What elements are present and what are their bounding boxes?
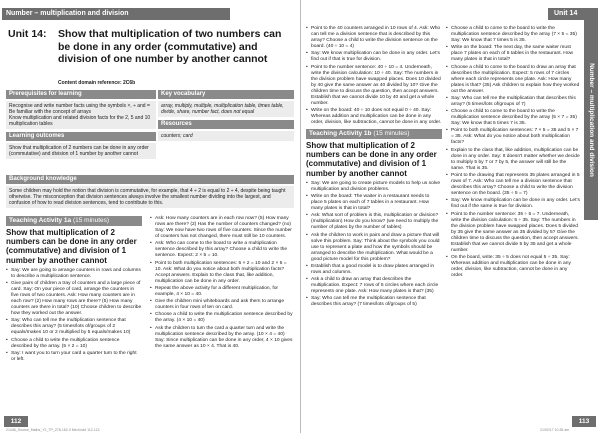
- page-number-left: 112: [4, 416, 28, 427]
- activity-1b-title: Show that multiplication of 2 numbers can be done in any order (commutative) and division of 1 number by another cannot: [306, 140, 437, 178]
- list-item: • Point to the 40 counters arranged in 10 rows of 4. Ask: Who can tell me a division sentence that is described by this array? Choose a child to write the division sentence on the board. (40 ÷ 10 = 4): [306, 26, 442, 50]
- background-section: [6, 175, 294, 211]
- prereq-box: [6, 101, 156, 129]
- list-item: • Write on the board: The waiter in a restaurant needs to place 5 plates on each of 7 tables in a restaurant. How many plates is that in total?: [306, 194, 442, 212]
- activity-1a-list: [6, 268, 142, 363]
- list-item: • Choose a child to come to the board to write the multiplication sentence described by the array (7 × 5 = 35) Say: We know that 7 times 5 is 35.: [446, 26, 580, 44]
- list-item: • Ask the children to work in pairs and draw a picture that will solve this problem. Say: Think about the symbols you could use to represent a plate and how the symbols should be arranged to describe the multiplication. What would be a good picture model for this problem?: [306, 233, 442, 263]
- side-tab: [584, 20, 598, 220]
- list-item: • Ask: How many counters are in each row now? (5) How many rows are there? (2) Has the number of counters changed? (no) Say: We now have two rows of five counters. Since the number of counters has not changed, there must still be 10 counters.: [150, 216, 294, 240]
- page-number-right: 113: [572, 416, 596, 427]
- right-column-1: [306, 26, 442, 310]
- activity-1a-duration: (15 minutes): [72, 217, 110, 224]
- list-item: • Say: We know multiplication can be done in any order. Let's find out if that is true for division.: [306, 51, 442, 63]
- side-tab-label: Number – multiplication and division: [588, 63, 595, 177]
- list-item: • Ask: Who can come to the board to write a multiplication sentence described by this array? Choose a child to write the sentence. Expect: 2 × 5 = 10.: [150, 241, 294, 259]
- unit-banner: Unit 14: [548, 8, 598, 20]
- prereq-item: Be familiar with the concept of arrays: [9, 109, 91, 115]
- resources-text: counters; card: [158, 131, 294, 141]
- print-slug-right: 21/02/17 10:35 am: [540, 428, 570, 432]
- list-item: • Repeat the above activity for a different multiplication, for example, 4 × 10 = 40.: [150, 286, 294, 298]
- list-item: • Choose a child to come to the board to draw an array that describes the multiplication. Expect: 5 rows of 7 circles where each circle represents one plate. Ask: How many plates is that? (35) Ask children to explain how they worked out the answer.: [446, 65, 580, 95]
- background-heading: Background knowledge: [6, 175, 294, 184]
- activity-1b-list-cont: [446, 26, 580, 279]
- unit-title-text: Show that multiplication of two numbers can be done in any order (commutative) and division of one number by another cannot: [58, 28, 282, 65]
- list-item: • Point to both multiplication sentences: 7 × 5 = 35 and 5 × 7 = 35. Ask: What do you notice about both multiplication facts?: [446, 128, 580, 146]
- list-item: • Write on the board: 40 ÷ 10 does not equal 0 ÷ 40. Say: Whereas addition and multiplication can be done in any order, division, like subtraction, cannot be done in any order.: [306, 108, 442, 126]
- list-item: • Say: Who can tell me the multiplication that describes this array? (5 times/lots of/groups of 7): [446, 96, 580, 108]
- vocab-heading: Key vocabulary: [158, 90, 294, 99]
- left-column-1b: [158, 90, 294, 144]
- unit-label: Unit 14:: [8, 28, 47, 40]
- list-item: • Point to the drawing that represents 35 plates arranged in 5 rows of 7. Ask: Who can tell me a division sentence that describes this array? Choose a child to write the division sentence on the board. (35 ÷ 5 = 7): [446, 173, 580, 197]
- list-item: • Point to both multiplication sentences: 5 × 2 = 10 and 2 × 5 = 10. Ask: What do you notice about both multiplication facts? Accept answers. Explain to the class that, like addition, multiplication can be done in any order.: [150, 261, 294, 285]
- outcomes-heading: Learning outcomes: [6, 132, 156, 141]
- activity-1a-list-end: [306, 26, 442, 126]
- left-column-2: [150, 216, 294, 351]
- activity-1a-title: Show that multiplication of 2 numbers can be done in any order (commutative) and division of 1 number by another cannot: [6, 228, 137, 265]
- right-column-2: [446, 26, 580, 280]
- activity-1b-list: [306, 181, 442, 309]
- activity-1a-list-cont: [150, 216, 294, 350]
- content-reference: Content domain reference: 2C6b: [58, 80, 136, 86]
- section-banner: Number – multiplication and division: [2, 8, 230, 20]
- list-item: • Say: We are going to arrange counters in rows and columns to describe a multiplication sentence.: [6, 268, 142, 280]
- activity-1b-label: Teaching Activity 1b: [309, 129, 372, 137]
- list-item: • Say: Who can tell me the multiplication sentence that describes this array? (7 times/lots of/groups of 5): [306, 296, 442, 308]
- left-column-1: [6, 90, 156, 162]
- list-item: • Give the children mini whiteboards and ask them to arrange counters in four rows of ten on card.: [150, 299, 294, 311]
- list-item: • Write on the board: The next day, the same waiter must place 7 plates on each of 5 tables in the restaurant. How many plates is that in total?: [446, 45, 580, 63]
- list-item: • Point to the number sentence: 35 ÷ 5 = 7. Underneath, write the division calculation: 5 ÷ 35. Say: The numbers in the division problem have swapped places. Does 5 divided by 35 give the same answer as 35 divided by 5? Give the children time to discuss the question, then accept answers. Establish that we cannot divide 5 by 35 and get a whole number.: [446, 212, 580, 254]
- list-item: • Say: We are going to create picture models to help us solve multiplication and division problems.: [306, 181, 442, 193]
- list-item: • Establish that a good model is to draw plates arranged in rows and columns.: [306, 264, 442, 276]
- list-item: • Say: We know multiplication can be done in any order. Let's find out if the same is true for division.: [446, 198, 580, 210]
- list-item: • Explain to the class that, like addition, multiplication can be done in any order. Say: It doesn't matter whether we decide to multiply 5 by 7 or 7 by 5, the answer will still be the same. That is 35.: [446, 148, 580, 172]
- prereq-heading: Prerequisites for learning: [6, 90, 156, 99]
- background-text: Some children may hold the notion that division is commutative, for example, that 4 ÷ 2 is equal to 2 ÷ 4, despite being taught otherwise. The misconception that division sentences always involve the smallest number dividing into the largest, and confusion of how to read division sentences, tend to contribute to this.: [6, 186, 294, 208]
- list-item: • Give pairs of children a tray of counters and a large piece of card. Say: On your piece of card, arrange the counters in five rows of two counters. Ask: How many counters are in each row? (2) How many rows are there? (5) How many counters are there in total? (10) Choose children to describe how they worked out the answer.: [6, 281, 142, 317]
- resources-heading: Resources: [158, 120, 294, 129]
- list-item: • Choose a child to write the multiplication sentence described by the array. (5 × 2 = 10): [6, 338, 142, 350]
- list-item: • Choose a child to come to the board to write the multiplication sentence described by the array (5 × 7 = 35) Say: We know that 5 times 7 is 35.: [446, 109, 580, 127]
- list-item: • Ask the children to turn the card a quarter turn and write the multiplication sentence described by the array. (10 × 4 = 40) Say: Since multiplication can be done in any order, 4 × 10 gives the same answer as 10 × 4. That is 40.: [150, 326, 294, 350]
- outcomes-text: Show that multiplication of 2 numbers can be done in any order (commutative) and division of 1 number by another cannot: [6, 143, 156, 159]
- list-item: • On the board, write: 35 ÷ 5 does not equal 5 ÷ 35. Say: Whereas addition and multiplication can be done in any order, division, like subtraction, cannot be done in any order.: [446, 255, 580, 279]
- activity-1a-label: Teaching Activity 1a: [9, 217, 72, 224]
- activity-1a-heading: [6, 216, 142, 226]
- list-item: • Point to the number sentence: 40 ÷ 10 = 4. Underneath, write the division calculation: 10 ÷ 40. Say: The numbers in the division problem have swapped places. Does 10 divided by 40 give the same answer as 40 divided by 10? Give the children time to discuss the question, then accept answers. Establish that we cannot divide 10 by 40 and get a whole number.: [306, 65, 442, 107]
- activity-1a: [6, 216, 142, 364]
- list-item: • Say: I want you to turn your card a quarter turn to the right or left.: [6, 351, 142, 363]
- prereq-item: Recognise and write number facts using the symbols ×, ÷ and =: [9, 103, 150, 109]
- vocab-text: array, multiply, multiple, multiplication table, times table, divide, share, number fact, does not equal: [158, 101, 294, 117]
- list-item: • Say: Who can tell me the multiplication sentence that describes this array? (5 times/lots of/groups of 2 equals/makes 10 or 2 multiplied by 5 equals/makes 10): [6, 318, 142, 336]
- list-item: • Choose a child to write the multiplication sentence described by the array. (4 × 10 = 40): [150, 312, 294, 324]
- list-item: • Ask: What sort of problem is this, multiplication or division? (multiplication) How do you know? (we need to multiply the number of plates by the number of tables): [306, 213, 442, 231]
- activity-1b-duration: (15 minutes): [373, 129, 410, 137]
- print-slug-left: 21446_Source_Maths_Y2_TP_278-182-0 Med.indd 112-113: [6, 428, 100, 432]
- activity-1b-heading: [306, 129, 442, 139]
- unit-title: [8, 28, 298, 66]
- list-item: • Ask a child to draw an array that describes the multiplication. Expect: 7 rows of 5 circles where each circle represents one plate. Ask: How many plates is that? (35): [306, 277, 442, 295]
- prereq-item: Know multiplication and related division facts for the 2, 5 and 10 multiplication tables: [9, 115, 151, 127]
